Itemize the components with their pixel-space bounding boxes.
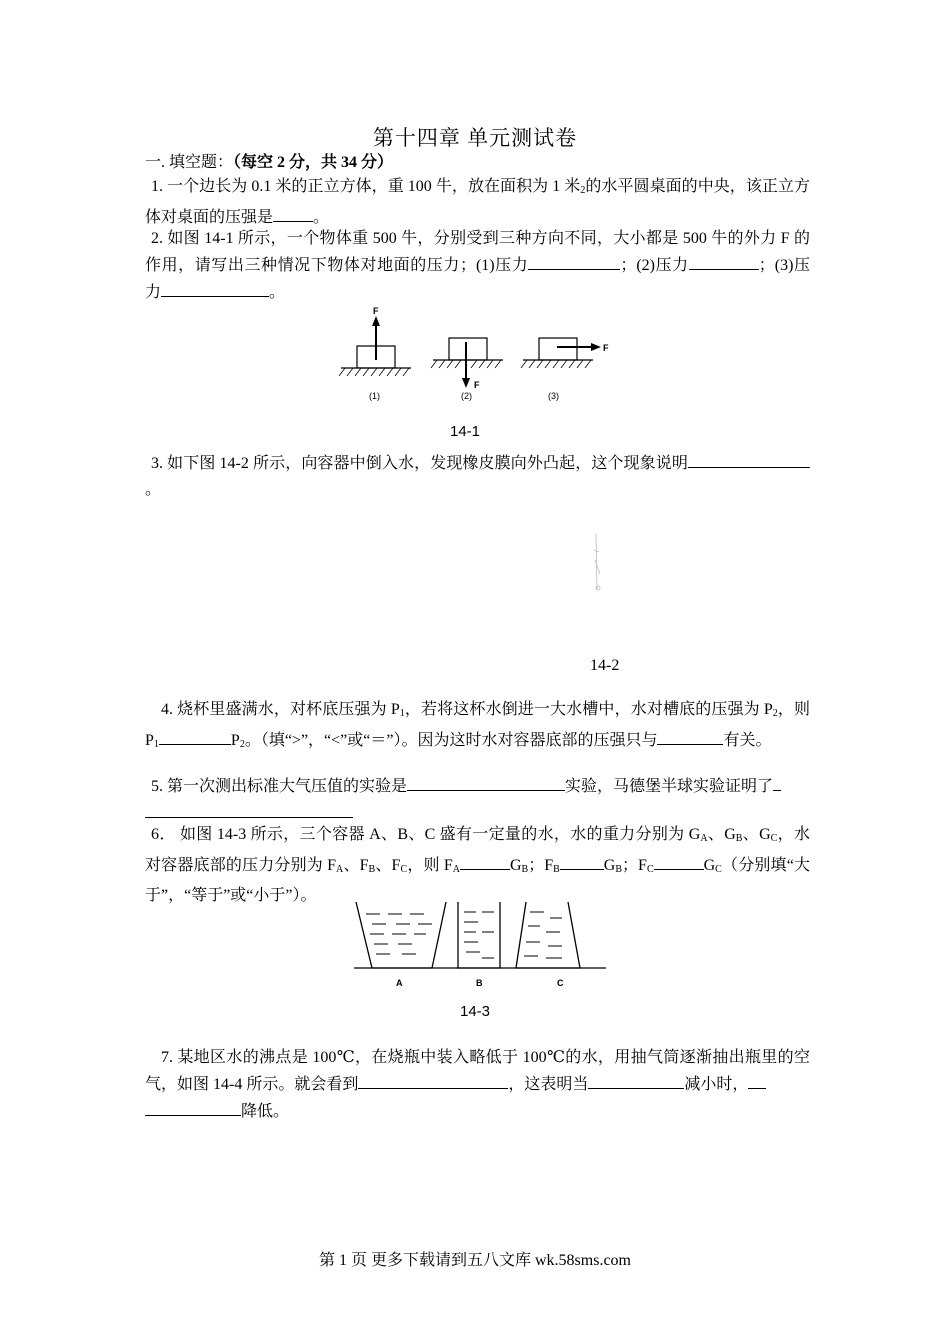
question-1-text-c: 。 — [313, 209, 330, 226]
fig1-sub-label-2: (2) — [461, 391, 472, 401]
question-2-text-d: 。 — [269, 284, 286, 301]
question-4-text-e: 。（填“>”，“<”或“＝”）。因为这时水对容器底部的压强只与 — [244, 732, 658, 749]
answer-blank[interactable] — [689, 252, 759, 270]
sep: 、F — [375, 857, 401, 874]
answer-blank[interactable] — [654, 852, 704, 870]
g: G — [703, 857, 716, 874]
section-score-note: （每空 2 分，共 34 分） — [233, 154, 394, 171]
question-2 — [145, 226, 810, 306]
water-lines — [366, 912, 562, 958]
answer-blank[interactable] — [273, 204, 313, 222]
question-3-text-b: 。 — [145, 481, 162, 498]
question-6-text-k: （分别填“大于”，“等于”或“小于”）。 — [145, 857, 811, 904]
figure-14-3-caption: 14-3 — [460, 1003, 491, 1020]
question-6-text-b: ，水对容器底部的压力分别为 F — [145, 826, 810, 874]
sub: C — [715, 864, 722, 875]
container-label-c: C — [557, 978, 564, 988]
container-label-a: A — [396, 978, 403, 988]
question-4-text-d: P — [230, 732, 240, 749]
sep: ；F — [528, 857, 554, 874]
sub: A — [452, 864, 460, 875]
question-7-text-d: 降低。 — [241, 1103, 290, 1120]
block-3 — [539, 338, 577, 360]
question-4-text-f: 有关。 — [723, 732, 772, 749]
answer-blank-cont[interactable] — [778, 450, 810, 468]
question-7-text-b: ，这表明当 — [508, 1076, 589, 1093]
ground-hatch-3 — [521, 360, 591, 368]
question-5-text-b: 实验，马德堡半球实验证明了 — [565, 778, 774, 795]
question-3 — [145, 450, 810, 503]
figure-14-3 — [350, 898, 610, 990]
answer-blank[interactable] — [773, 773, 781, 791]
answer-blank[interactable] — [748, 1071, 766, 1089]
answer-blank[interactable] — [528, 252, 620, 270]
section-heading — [145, 150, 810, 176]
question-6-text-e: ，则 F — [407, 857, 453, 874]
question-1-sub: 2 — [580, 185, 586, 196]
sub: 1 — [399, 708, 405, 719]
answer-blank[interactable] — [159, 727, 231, 745]
block-2 — [449, 338, 487, 360]
sub: 2 — [239, 739, 245, 750]
force-label-1: F — [373, 306, 379, 316]
g: G — [603, 857, 616, 874]
answer-blank[interactable] — [688, 450, 778, 468]
question-4-text-b: ，若将这杯水倒进一大水槽中，水对槽底的压强为 P — [404, 701, 773, 718]
sep: 、G — [707, 826, 736, 843]
question-7-text-c: 减小时， — [684, 1076, 749, 1093]
sub: B — [521, 864, 529, 875]
figure-14-1 — [335, 302, 625, 412]
sep: ；F — [622, 857, 647, 874]
section-label: 一. 填空题： — [145, 154, 234, 171]
figure-14-2-caption: 14-2 — [590, 657, 620, 674]
answer-blank-cont[interactable] — [145, 1098, 241, 1116]
question-4-text-c: ，则 P — [145, 701, 810, 749]
sep: 、G — [742, 826, 771, 843]
question-7-text-a: 7. 某地区水的沸点是 100℃，在烧瓶中装入略低于 100℃的水，用抽气筒逐渐抽出瓶里的空气，如图 14-4 所示。就会看到 — [145, 1049, 810, 1093]
sub: 2 — [772, 708, 778, 719]
sub: B — [553, 864, 560, 875]
sub: C — [770, 833, 778, 844]
answer-blank[interactable] — [657, 727, 723, 745]
answer-blank[interactable] — [560, 852, 604, 870]
page-title: 第十四章 单元测试卷 — [372, 126, 578, 150]
question-2-text-b: ；(2)压力 — [620, 257, 689, 274]
answer-blank[interactable] — [358, 1071, 508, 1089]
question-2-text-c: ；(3)压力 — [145, 257, 810, 301]
sub: C — [646, 864, 654, 875]
force-label-2: F — [474, 380, 480, 390]
sep: 、F — [343, 857, 369, 874]
ground-hatch-1 — [339, 368, 409, 376]
fig1-sub-label-1: (1) — [369, 391, 380, 401]
sub: A — [336, 864, 344, 875]
question-1-text-a: 1. 一个边长为 0.1 米的正立方体，重 100 牛，放在面积为 1 米 — [151, 178, 581, 195]
question-6 — [145, 822, 810, 909]
answer-blank[interactable] — [161, 279, 269, 297]
question-4-text-a: 4. 烧杯里盛满水，对杯底压强为 P — [161, 701, 400, 718]
sub: 1 — [153, 739, 159, 750]
sub: B — [368, 864, 376, 875]
sub: C — [400, 864, 408, 875]
force-label-3: F — [603, 343, 609, 353]
question-5-text-a: 5. 第一次测出标准大气压值的实验是 — [151, 778, 408, 795]
question-3-text-a: 3. 如下图 14-2 所示，向容器中倒入水，发现橡皮膜向外凸起，这个现象说明 — [151, 455, 688, 472]
answer-blank[interactable] — [460, 852, 510, 870]
answer-blank[interactable] — [588, 1071, 684, 1089]
question-5 — [145, 773, 810, 827]
answer-blank-cont[interactable] — [145, 800, 353, 818]
question-1-text-b: 的水平圆桌面的中央，该正立方体对桌面的压强是 — [145, 178, 810, 226]
question-2-text-a: 2. 如图 14-1 所示，一个物体重 500 牛，分别受到三种方向不同，大小都是 500 牛的外力 F 的作用，请写出三种情况下物体对地面的压力；(1)压力 — [145, 230, 810, 274]
sub: B — [615, 864, 623, 875]
container-label-b: B — [476, 978, 483, 988]
figure-14-2 — [588, 530, 608, 596]
question-6-text-a: 6． 如图 14-3 所示，三个容器 A、B、C 盛有一定量的水，水的重力分别为 G — [151, 826, 701, 843]
answer-blank[interactable] — [407, 773, 565, 791]
g: G — [509, 857, 522, 874]
sub: A — [700, 833, 708, 844]
page-footer: 第 1 页 更多下载请到五八文库 wk.58sms.com — [318, 1252, 631, 1269]
sub: B — [735, 833, 743, 844]
container-a — [356, 902, 446, 968]
figure-14-1-caption: 14-1 — [450, 423, 481, 440]
question-4 — [145, 697, 810, 758]
question-7 — [145, 1045, 810, 1125]
fig1-sub-label-3: (3) — [548, 391, 559, 401]
question-1 — [145, 174, 810, 231]
